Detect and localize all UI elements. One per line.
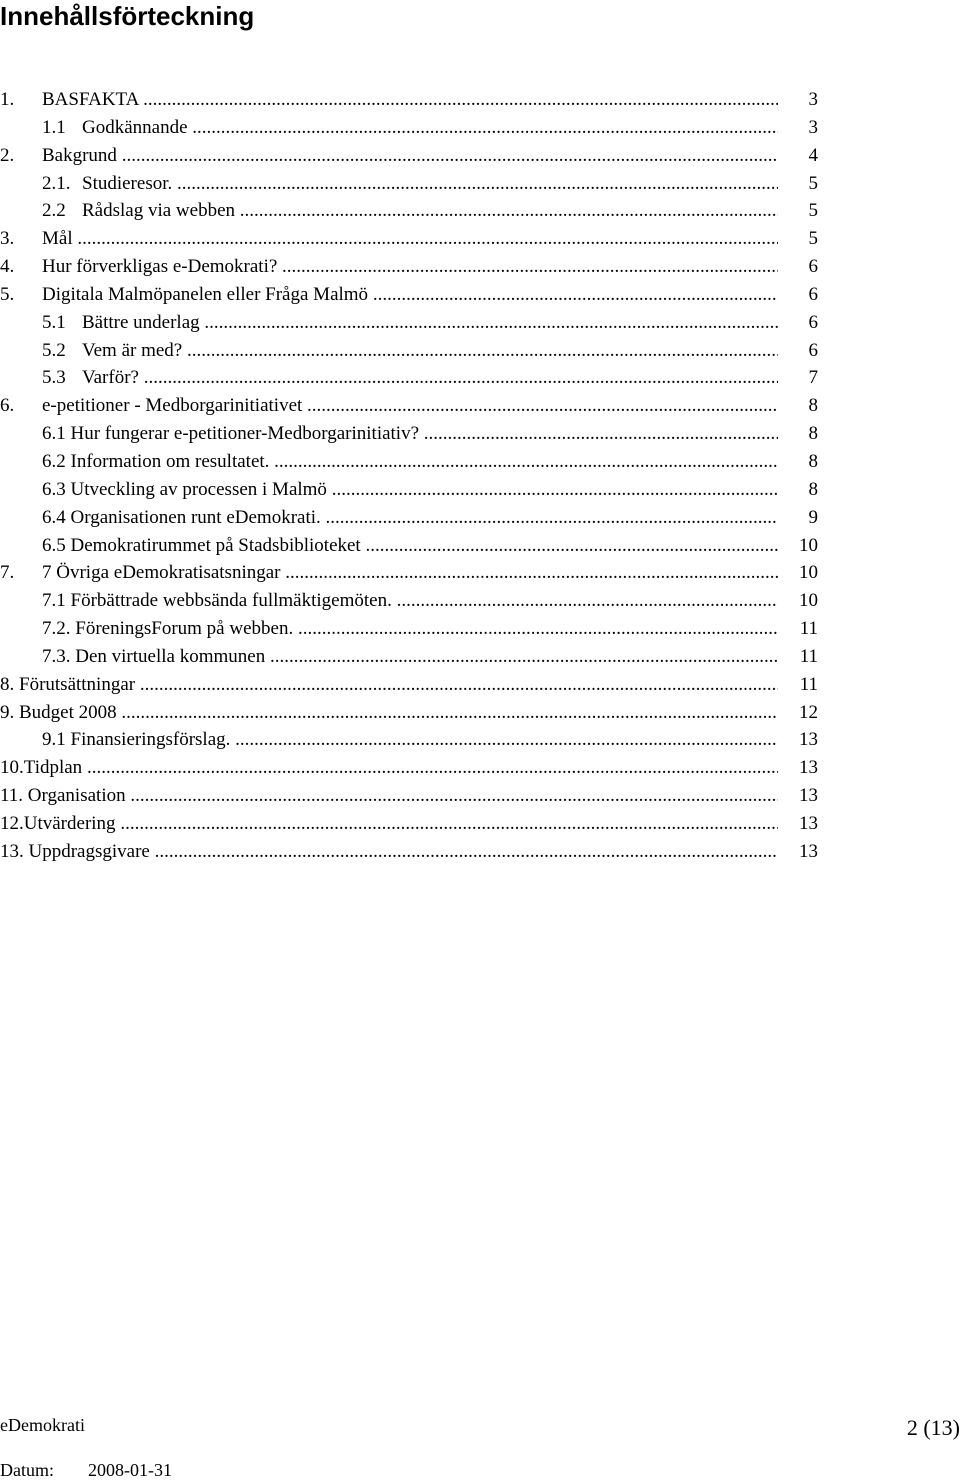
toc-entry[interactable] — [0, 615, 818, 643]
toc-entry-page: 13 — [778, 782, 818, 810]
toc-entry-page: 10 — [778, 587, 818, 615]
toc-entry-page: 12 — [778, 699, 818, 727]
toc-entry-page: 5 — [778, 225, 818, 253]
toc-entry-page: 13 — [778, 726, 818, 754]
toc-entry-number: 11. — [0, 785, 24, 807]
toc-entry-title: Information om resultatet. — [70, 450, 270, 472]
toc-entry-page: 10 — [778, 532, 818, 560]
toc-entry-page: 11 — [778, 643, 818, 671]
toc-entry-number: 2. — [0, 144, 15, 166]
toc-entry[interactable] — [0, 838, 818, 866]
toc-entry-title: e-petitioner - Medborgarinitiativet — [42, 395, 303, 417]
toc-entry-number: 6. — [0, 395, 15, 417]
toc-entry-page: 7 — [778, 364, 818, 392]
toc-entry-title: Hur förverkligas e-Demokrati? — [42, 256, 278, 278]
toc-entry[interactable] — [0, 142, 818, 170]
toc-entry-number: 5.3 — [42, 367, 66, 389]
toc-entry-page: 4 — [778, 142, 818, 170]
toc-entry-page: 11 — [778, 671, 818, 699]
toc-entry[interactable] — [0, 504, 818, 532]
toc-entry[interactable] — [0, 309, 818, 337]
toc-entry[interactable] — [0, 86, 818, 114]
toc-entry-page: 5 — [778, 170, 818, 198]
footer-date — [0, 1459, 172, 1481]
toc-entry-page: 13 — [778, 810, 818, 838]
toc-entry-page: 8 — [778, 420, 818, 448]
toc-entry-page: 13 — [778, 838, 818, 866]
toc-entry[interactable] — [0, 364, 818, 392]
toc-entry-page: 10 — [778, 559, 818, 587]
toc-entry-number: 1.1 — [42, 116, 66, 138]
toc-entry-page: 6 — [778, 337, 818, 365]
toc-entry-number: 8. — [0, 673, 15, 695]
toc-entry[interactable] — [0, 337, 818, 365]
toc-entry[interactable] — [0, 559, 818, 587]
toc-entry-number: 2.2 — [42, 200, 66, 222]
toc-entry[interactable] — [0, 253, 818, 281]
toc-entry-page: 8 — [778, 476, 818, 504]
toc-entry-title: FöreningsForum på webben. — [75, 618, 294, 640]
toc-entry[interactable] — [0, 699, 818, 727]
toc-entry[interactable] — [0, 587, 818, 615]
toc-entry[interactable] — [0, 754, 818, 782]
toc-entry-number: 4. — [0, 256, 15, 278]
toc-entry[interactable] — [0, 671, 818, 699]
toc-entry-title: Varför? — [82, 367, 139, 389]
toc-entry-title: Mål — [42, 228, 73, 250]
toc-entry-title: Utveckling av processen i Malmö — [70, 478, 327, 500]
toc-entry-number: 5.1 — [42, 311, 66, 333]
toc-entry-page: 6 — [778, 309, 818, 337]
toc-entry-title: Demokratirummet på Stadsbiblioteket — [70, 534, 361, 556]
toc-entry-title: Organisationen runt eDemokrati. — [70, 506, 321, 528]
toc-entry-number: 6.4 — [42, 506, 66, 528]
toc-entry-number: 6.5 — [42, 534, 66, 556]
toc-entry-title: Bakgrund — [42, 144, 117, 166]
toc-entry-number: 5.2 — [42, 339, 66, 361]
toc-entry-title: Utvärdering — [23, 812, 116, 834]
toc-entry[interactable] — [0, 643, 818, 671]
toc-entry-number: 13. — [0, 840, 24, 862]
toc-entry[interactable] — [0, 114, 818, 142]
toc-entry[interactable] — [0, 170, 818, 198]
toc-entry-title: Uppdragsgivare — [28, 840, 150, 862]
toc-entry-page: 9 — [778, 504, 818, 532]
toc-entry-title: Vem är med? — [82, 339, 183, 361]
toc-entry-number: 7.3. — [42, 645, 71, 667]
page-title: Innehållsförteckning — [0, 1, 255, 31]
toc-entry-title: Finansieringsförslag. — [70, 729, 231, 751]
toc-entry[interactable] — [0, 810, 818, 838]
toc-entry-page: 11 — [778, 615, 818, 643]
toc-entry-title: Budget 2008 — [19, 701, 117, 723]
toc-entry[interactable] — [0, 197, 818, 225]
toc-entry-number: 5. — [0, 283, 15, 305]
toc-entry-title: Rådslag via webben — [82, 200, 236, 222]
footer-date-label: Datum: — [0, 1460, 54, 1480]
toc-entry[interactable] — [0, 476, 818, 504]
toc-entry-number: 3. — [0, 228, 15, 250]
toc-entry-number: 1. — [0, 89, 15, 110]
toc-entry-title: Den virtuella kommunen — [75, 645, 266, 667]
footer-doc-name: eDemokrati — [0, 1415, 85, 1435]
toc-entry-number: 12. — [0, 812, 24, 834]
toc-entry[interactable] — [0, 225, 818, 253]
toc-entry-page: 8 — [778, 392, 818, 420]
toc-entry-title: Organisation — [27, 785, 126, 807]
toc-entry-title: BASFAKTA — [42, 89, 139, 110]
footer-page-number: 2 (13) — [906, 1415, 960, 1440]
toc-entry-title: Studieresor. — [82, 172, 173, 194]
toc-entry-page: 6 — [778, 253, 818, 281]
toc-entry-number: 6.3 — [42, 478, 66, 500]
toc-entry-number: 7. — [0, 562, 15, 584]
toc-entry-page: 13 — [778, 754, 818, 782]
toc-entry-title: Godkännande — [82, 116, 188, 138]
footer-date-value: 2008-01-31 — [88, 1460, 172, 1480]
toc-entry-page: 5 — [778, 197, 818, 225]
toc-entry-number: 9.1 — [42, 729, 66, 751]
toc-entry-number: 2.1. — [42, 172, 71, 194]
toc-entry-number: 7.2. — [42, 618, 71, 640]
toc-entry-number: 6.2 — [42, 450, 66, 472]
toc-entry-number: 6.1 — [42, 423, 66, 445]
toc-entry-number: 7.1 — [42, 590, 66, 612]
toc-entry-title: Förutsättningar — [19, 673, 136, 695]
toc-entry-title: 7 Övriga eDemokratisatsningar — [42, 562, 281, 584]
toc-entry-title: Förbättrade webbsända fullmäktigemöten. — [70, 590, 392, 612]
toc-entry[interactable] — [0, 726, 818, 754]
toc-entry-number: 9. — [0, 701, 15, 723]
toc-entry-title: Tidplan — [23, 757, 83, 779]
toc-entry-page: 6 — [778, 281, 818, 309]
toc-entry[interactable] — [0, 281, 818, 309]
toc-entry-title: Bättre underlag — [82, 311, 200, 333]
toc-entry-number: 10. — [0, 757, 24, 779]
toc-entry-title: Hur fungerar e-petitioner-Medborgarinitiativ? — [70, 423, 420, 445]
toc-entry[interactable] — [0, 532, 818, 560]
toc-entry-title: Digitala Malmöpanelen eller Fråga Malmö — [42, 283, 369, 305]
toc-entry-page: 8 — [778, 448, 818, 476]
toc-entry-page: 3 — [778, 114, 818, 142]
toc-entry-page: 3 — [778, 86, 818, 114]
toc-entry[interactable] — [0, 420, 818, 448]
table-of-contents — [0, 86, 818, 866]
toc-entry[interactable] — [0, 392, 818, 420]
toc-entry[interactable] — [0, 782, 818, 810]
toc-entry[interactable] — [0, 448, 818, 476]
